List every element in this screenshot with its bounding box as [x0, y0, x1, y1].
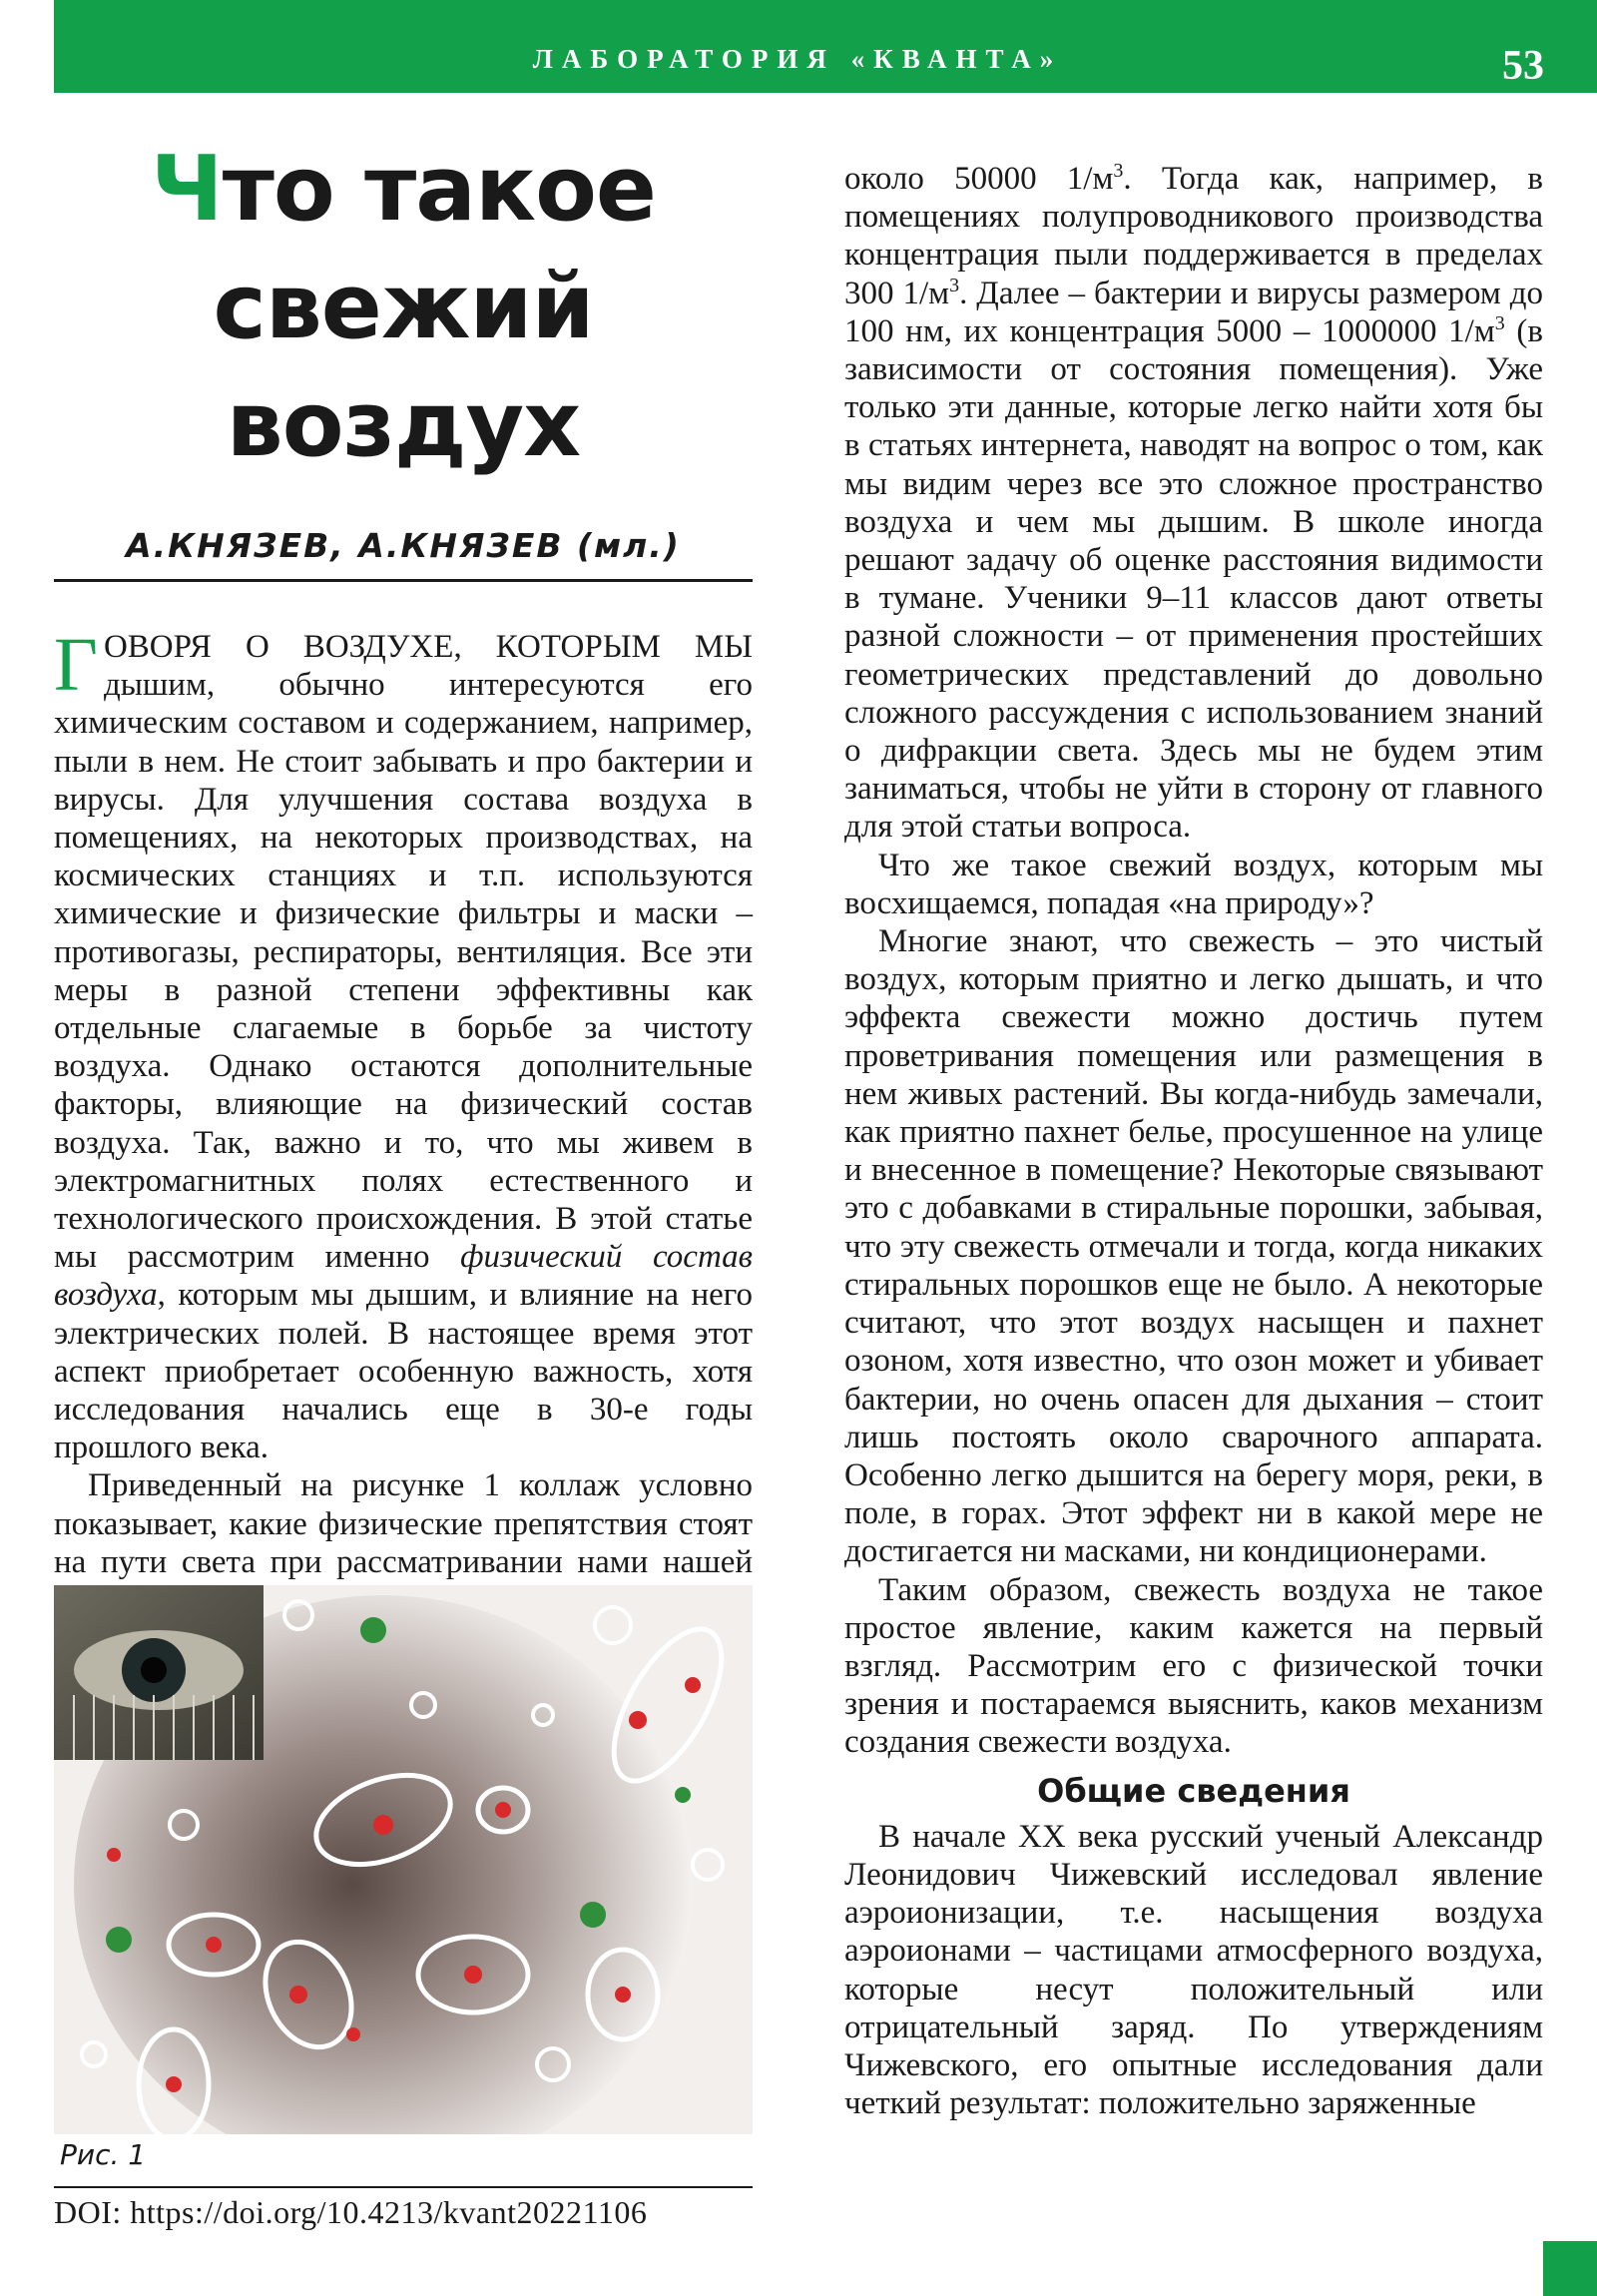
article-authors: А.КНЯЗЕВ, А.КНЯЗЕВ (мл.) — [54, 526, 753, 582]
paragraph: Многие знают, что свежесть – это чистый воздух, которым приятно и легко дышать, и что эффекта свежести можно достичь путем проветривания помещения или размещения в нем живых растений. Вы когда-нибудь замечали, как приятно пахнет белье, просушенное на улице и внесенное в помещение? Некоторые связывают это с добавками в стиральные порошки, забывая, что эту свежесть отмечали и тогда, когда никаких стиральных порошков еще не было. А некоторые считают, что этот воздух насыщен и пахнет озоном, хотя известно, что озон может и убивает бактерии, но очень опасен для дыхания – стоит лишь постоять около сварочного аппарата. Особенно легко дышится на берегу моря, реки, в поле, в горах. Этот эффект ни в какой мере не достигается ни масками, ни кондиционерами. — [844, 923, 1543, 1570]
divider — [54, 2186, 753, 2188]
paragraph-text: (в зависимости от состояния помещения). Уже только эти данные, которые легко найти хотя бы в статьях интернета, наводят на вопрос о том, как мы видим через все это сложное пространство воздуха и чем мы дышим. В школе иногда решают задачу об оценке расстояния видимости в тумане. Ученики 9–11 классов дают ответы разной сложности – от применения простейших геометрических представлений до довольно сложного рассуждения с использованием знаний о дифракции света. Здесь мы не будем этим заниматься, чтобы не уйти в сторону от главного для этой статьи вопроса. — [844, 312, 1543, 846]
section-title: ЛАБОРАТОРИЯ «КВАНТА» — [532, 44, 1063, 74]
drop-cap: Г — [54, 623, 98, 707]
paragraph-text: . Тогда как, например, в помещениях полупроводникового производства концентрация пыли поддерживается в пределах 300 1/м — [844, 161, 1543, 311]
paragraph: В начале XX века русский ученый Александр Леонидович Чижевский исследовал явление аэроионизации, т.е. насыщения воздуха аэроионами – частицами атмосферного воздуха, которые несут положительный или отрицательный заряд. По утверждениям Чижевского, его опытные исследования дали четкий результат: положительно заряженные — [844, 1818, 1543, 2122]
paragraph-text: . Далее – бактерии и вирусы размером до 100 нм, их концентрация 5000 – 1000000 1/м — [844, 275, 1543, 349]
title-line-1: то такое — [222, 137, 656, 242]
paragraph-text: дышим, обычно интересуются его химическим составом и содержанием, например, пыли в нем. Не стоит забывать и про бактерии и вирусы. Для улучшения состава воздуха в помещениях, на некоторых производствах, на космических станциях и т.п. используются химические и физические фильтры и маски – противогазы, респираторы, вентиляция. Все эти меры в разной степени эффективны как отдельные слагаемые в борьбе за чистоту воздуха. Однако остаются дополнительные факторы, влияющие на физический состав воздуха. Так, важно и то, что мы живем в электромагнитных полях естественного и технологического происхождения. В этой статье мы рассмотрим именно — [54, 667, 753, 1276]
page-number: 53 — [1502, 43, 1544, 89]
paragraph: Что же такое свежий воздух, которым мы восхищаемся, попадая «на природу»? — [844, 847, 1543, 921]
italic-term: физический состав воздуха — [54, 1239, 754, 1314]
paragraph — [844, 160, 1543, 847]
figure-collage — [54, 1585, 753, 2134]
doi-link[interactable]: DOI: https://doi.org/10.4213/kvant20221106 — [54, 2194, 648, 2230]
page-header-bar — [54, 0, 1597, 93]
superscript: 3 — [949, 274, 960, 296]
title-line-2: свежий воздух — [213, 255, 594, 477]
paragraph-text: , которым мы дышим, и влияние на него электрических полей. В настоящее время этот аспект приобретает особенную важность, хотя исследования начались еще в 30-е годы прошлого века. — [54, 1277, 753, 1466]
title-first-letter: Ч — [151, 137, 223, 242]
article-title — [54, 131, 753, 484]
left-column — [54, 93, 753, 1696]
collage-illustration — [54, 1585, 753, 2134]
paragraph — [54, 623, 754, 1466]
figure-caption: Рис. 1 — [60, 2138, 147, 2171]
section-heading: Общие сведения — [1037, 1771, 1350, 1810]
lead-caps: ОВОРЯ О ВОЗДУХЕ, КОТОРЫМ МЫ — [103, 629, 753, 665]
paragraph: Таким образом, свежесть воздуха не такое простое явление, каким кажется на первый взгляд. Рассмотрим его с физической точки зрения и постараемся выяснить, каков механизм создания свежести воздуха. — [844, 1571, 1543, 1761]
paragraph: Приведенный на рисунке 1 коллаж условно показывает, какие физические препятствия стоят на пути света при рассматривании нами нашей — [54, 1467, 753, 1580]
superscript: 3 — [1113, 160, 1124, 182]
left-column-text — [54, 623, 754, 1696]
page-corner-mark — [1543, 2241, 1597, 2296]
right-column — [844, 160, 1543, 2122]
paragraph-text: около 50000 1/м — [844, 161, 1114, 197]
superscript: 3 — [1494, 311, 1505, 334]
